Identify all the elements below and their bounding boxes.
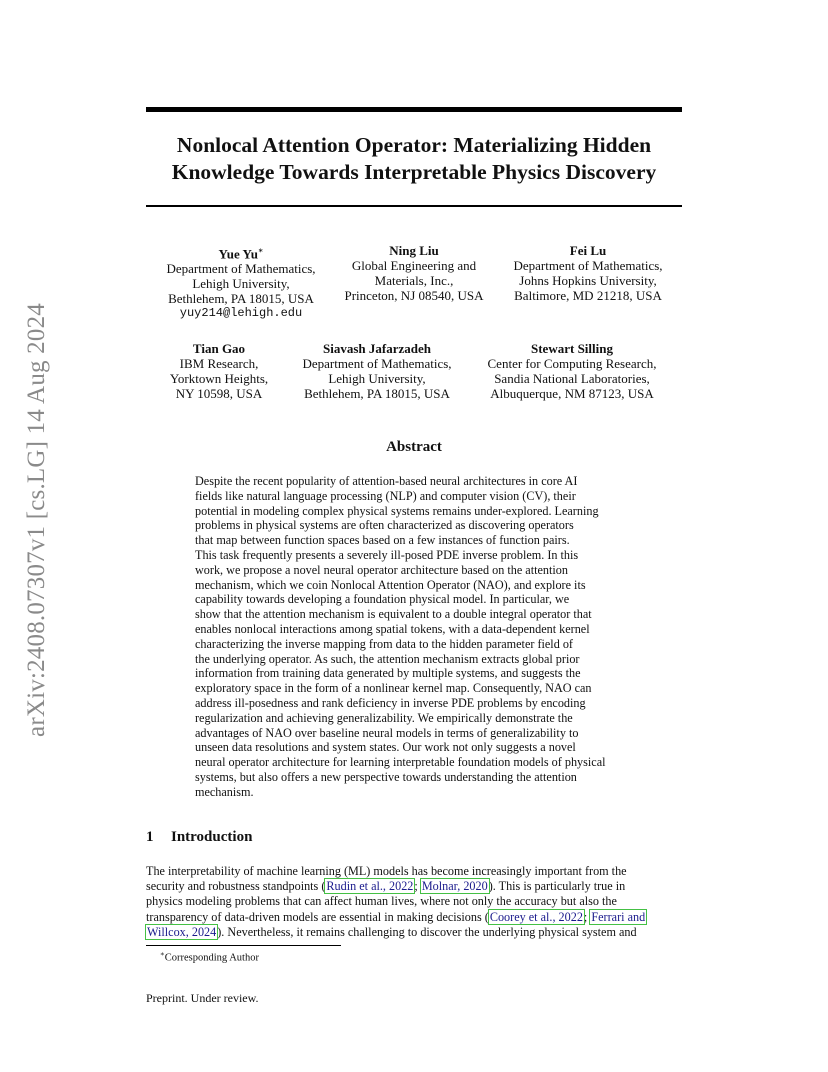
abstract-line: problems in physical systems are often characterized as discovering operators <box>195 518 574 533</box>
author-block-siavash-jafarzadeh <box>293 341 461 401</box>
abstract-line: work, we propose a novel neural operator architecture based on the attention <box>195 562 568 577</box>
abstract-line: systems, but also offers a new perspective towards understanding the attention <box>195 769 577 784</box>
title-bottom-rule <box>146 205 682 207</box>
citation-link[interactable]: Molnar, 2020 <box>421 879 488 894</box>
author-affiliation-line: Department of Mathematics, <box>302 356 452 371</box>
author-name: Yue Yu∗ <box>218 246 264 262</box>
title-top-rule <box>146 107 682 112</box>
footnote-mark: ∗ <box>160 950 165 958</box>
author-affiliation-line: Department of Mathematics, <box>513 258 663 273</box>
abstract-line: advantages of NAO over baseline neural models in terms of generalizability to <box>195 725 579 740</box>
abstract-line: fields like natural language processing (NLP) and computer vision (CV), their <box>195 488 576 503</box>
paper-title <box>146 132 682 186</box>
preprint-note: Preprint. Under review. <box>146 991 259 1005</box>
body-line: security and robustness standpoints (Rudin et al., 2022; Molnar, 2020). This is particularly true in <box>146 879 626 894</box>
author-affiliation-line: Department of Mathematics, <box>166 261 316 277</box>
body-line: The interpretability of machine learning (ML) models has become increasingly important from the <box>146 864 627 878</box>
citation-link[interactable]: Rudin et al., 2022 <box>326 879 414 894</box>
author-name: Tian Gao <box>192 341 246 356</box>
author-block-tian-gao <box>163 341 275 401</box>
section-heading-introduction <box>146 829 252 846</box>
author-affiliation-line: Sandia National Laboratories, <box>494 371 650 386</box>
author-name: Stewart Silling <box>531 341 613 356</box>
body-line: physics modeling problems that can affect human lives, where not only the accuracy but also the <box>146 894 617 909</box>
author-affiliation-line: Princeton, NJ 08540, USA <box>344 288 484 303</box>
author-affiliation-line: Bethlehem, PA 18015, USA <box>168 291 314 307</box>
arxiv-identifier: arXiv:2408.07307v1 [cs.LG] 14 Aug 2024 <box>23 303 50 737</box>
author-affiliation-line: NY 10598, USA <box>175 386 263 401</box>
abstract-line: mechanism. <box>195 784 254 799</box>
author-affiliation-line: Lehigh University, <box>328 371 426 386</box>
abstract-line: show that the attention mechanism is equivalent to a double integral operator that <box>195 607 592 622</box>
author-affiliation-line: IBM Research, <box>179 356 259 371</box>
author-email[interactable]: yuy214@lehigh.edu <box>179 306 303 321</box>
abstract-line: Despite the recent popularity of attention-based neural architectures in core AI <box>195 474 578 488</box>
abstract-body <box>195 474 635 800</box>
abstract-line: potential in modeling complex physical systems remains under-explored. Learning <box>195 503 599 518</box>
author-affiliation-line: Yorktown Heights, <box>169 371 269 386</box>
introduction-paragraph <box>146 864 682 940</box>
corresponding-mark: ∗ <box>257 246 264 255</box>
abstract-line: capability towards developing a foundation physical model. In particular, we <box>195 592 570 607</box>
author-affiliation-line: Lehigh University, <box>192 276 290 292</box>
author-affiliation-line: Johns Hopkins University, <box>519 273 657 288</box>
author-name: Siavash Jafarzadeh <box>323 341 431 356</box>
abstract-line: exploratory space in the form of a nonlinear kernel map. Consequently, NAO can <box>195 681 592 696</box>
abstract-line: This task frequently presents a severely ill-posed PDE inverse problem. In this <box>195 547 579 562</box>
abstract-line: information from training data generated by multiple systems, and suggests the <box>195 666 581 681</box>
abstract-line: neural operator architecture for learning interpretable foundation models of physical <box>195 755 606 770</box>
footnote-text: Corresponding Author <box>164 952 259 964</box>
author-affiliation-line: Global Engineering and <box>351 258 477 273</box>
author-affiliation-line: Center for Computing Research, <box>487 356 657 371</box>
title-line: Knowledge Towards Interpretable Physics Discovery <box>171 160 657 184</box>
author-affiliation-line: Albuquerque, NM 87123, USA <box>490 386 654 401</box>
citation-link[interactable]: Coorey et al., 2022 <box>489 909 583 924</box>
abstract-heading: Abstract <box>386 439 442 455</box>
body-line: transparency of data-driven models are essential in making decisions (Coorey et al., 2022; Ferrari and <box>146 909 646 924</box>
author-name: Ning Liu <box>389 243 439 258</box>
author-block-stewart-silling <box>479 341 665 401</box>
title-line: Nonlocal Attention Operator: Materializing Hidden <box>176 133 652 157</box>
footnote <box>160 950 259 964</box>
author-block-ning-liu <box>336 243 492 303</box>
abstract-line: regularization and achieving generalizability. We empirically demonstrate the <box>195 710 573 725</box>
author-affiliation-line: Materials, Inc., <box>374 273 454 288</box>
abstract-line: characterizing the inverse mapping from data to the hidden parameter field of <box>195 636 573 651</box>
body-line: Willcox, 2024). Nevertheless, it remains challenging to discover the underlying physical system and <box>147 924 637 939</box>
abstract-line: the underlying operator. As such, the attention mechanism extracts global prior <box>195 651 580 666</box>
citation-link[interactable]: Ferrari and <box>591 909 646 924</box>
abstract-line: enables nonlocal interactions among spatial tokens, with a data-dependent kernel <box>195 621 590 636</box>
abstract-line: unseen data resolutions and system states. Our work not only suggests a novel <box>195 740 576 755</box>
abstract-line: mechanism, which we coin Nonlocal Attention Operator (NAO), and explore its <box>195 577 586 592</box>
author-block-fei-lu <box>503 243 673 303</box>
abstract-line: that map between function spaces based on a few instances of function pairs. <box>195 533 570 548</box>
section-number: 1 <box>146 829 154 845</box>
section-title: Introduction <box>171 829 253 845</box>
author-name: Fei Lu <box>569 243 607 258</box>
citation-link[interactable]: Willcox, 2024 <box>147 924 217 939</box>
author-affiliation-line: Bethlehem, PA 18015, USA <box>304 386 450 401</box>
author-affiliation-line: Baltimore, MD 21218, USA <box>514 288 662 303</box>
arxiv-identifier-sidebar <box>22 280 52 760</box>
abstract-line: address ill-posedness and rank deficiency in inverse PDE problems by encoding <box>195 695 586 710</box>
footnote-rule <box>146 945 341 946</box>
author-block-yue-yu <box>159 243 323 321</box>
